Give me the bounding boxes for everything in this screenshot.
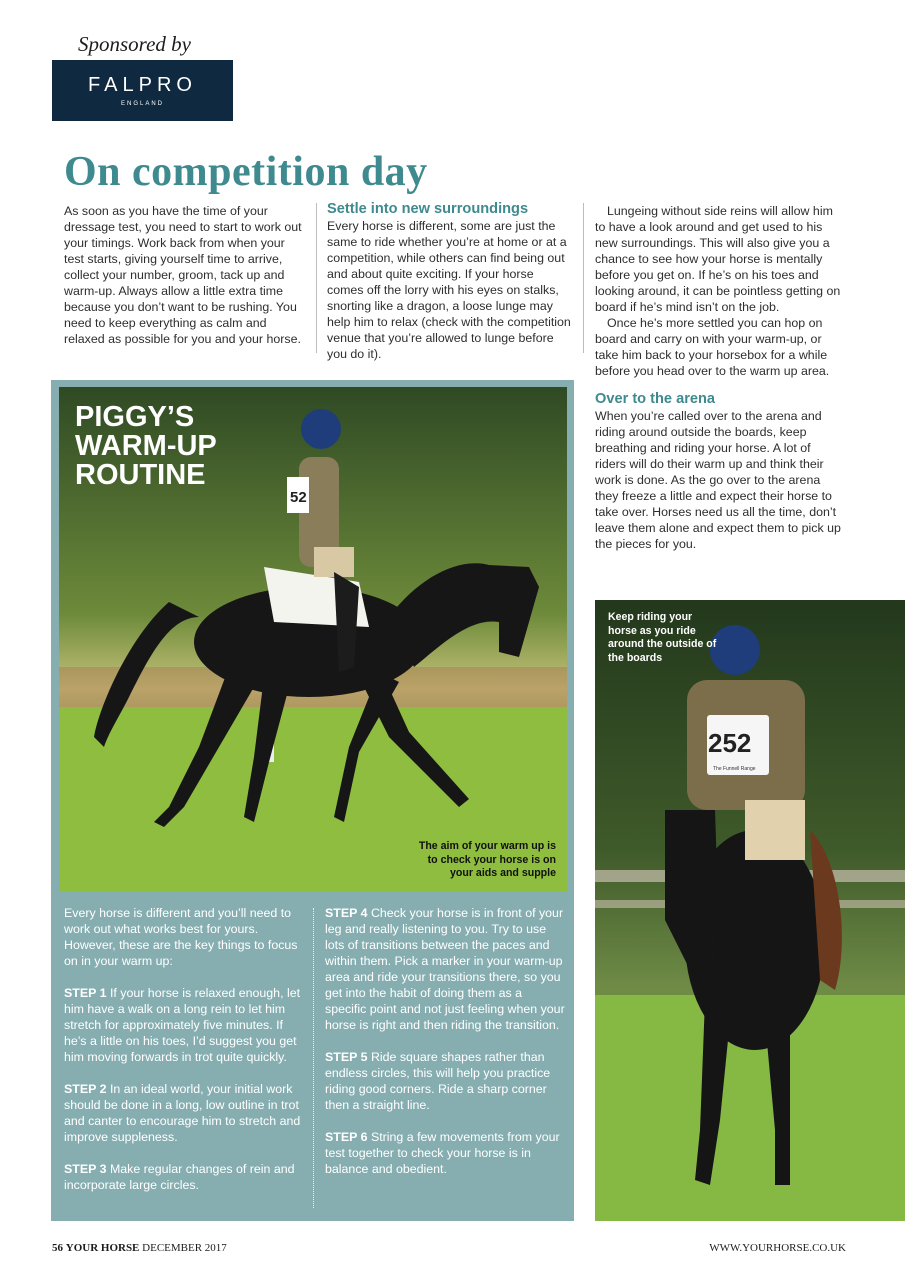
column-divider <box>316 203 317 353</box>
step-text: If your horse is relaxed enough, let him have a walk on a long rein to let him stretch for approximately five minutes. If he’s a little on his toes, I’d suggest you get him moving forwards in trot quite quickly. <box>64 986 301 1064</box>
lungeing-paragraph: Lungeing without side reins will allow him to have a look around and get used to his new surroundings. This will also give you a chance to see how your horse is mentally before you get on. If he’s on his toes and looking around, it can be pointless getting on board if he’s mind isn’t on the job. <box>595 204 841 314</box>
arena-paragraph: When you’re called over to the arena and riding around outside the boards, keep breathing and riding your horse. A lot of riders will do their warm up and think their work is done. As the go over to the arena they freeze a little and expect their horse to take over. Horses need us all the time, don’t leave them alone and expect them to pick up the pieces for you. <box>595 409 841 551</box>
step-text: In an ideal world, your initial work should be done in a long, low outline in trot and canter to encourage him to stretch and improve suppleness. <box>64 1082 301 1144</box>
arena-column <box>595 203 845 552</box>
step-item <box>325 1129 565 1177</box>
step-label: STEP 2 <box>64 1082 107 1096</box>
website-url: WWW.YOURHORSE.CO.UK <box>709 1242 846 1254</box>
section-heading: Over to the arena <box>595 391 716 407</box>
section-heading: Settle into new surroundings <box>327 201 529 217</box>
step-label: STEP 4 <box>325 906 368 920</box>
intro-column <box>64 203 304 347</box>
page-title: On competition day <box>64 149 428 195</box>
photo-caption: Keep riding your horse as you ride around the outside of the boards <box>608 611 717 664</box>
steps-divider <box>313 908 314 1208</box>
steps-intro: Every horse is different and you’ll need to work out what works best for yours. However, these are the key things to focus on in your warm up: <box>64 906 298 968</box>
step-item <box>64 1081 304 1145</box>
column-divider <box>583 203 584 353</box>
settled-paragraph: Once he’s more settled you can hop on board and carry on with your warm-up, or take him back to your horsebox for a while before you head over to the warm up area. <box>595 316 830 378</box>
step-text: Ride square shapes rather than endless circles, this will help you practice riding good corners. Ride a sharp corner then a straight line. <box>325 1050 551 1112</box>
steps-column-right <box>325 905 565 1193</box>
step-text: Make regular changes of rein and incorporate large circles. <box>64 1162 295 1192</box>
surroundings-paragraph: Every horse is different, some are just the same to ride whether you’re at home or at a competition, while others can find being out and about quite exciting. If your horse comes off the lorry with his eyes on stalks, snorting like a dragon, a loose lunge may help him to relax (check with the competition venue that you’re allowed to lunge before you do it). <box>327 219 571 361</box>
step-text: Check your horse is in front of your leg and really listening to you. Try to use lots of transitions between the paces and within them. Pick a marker in your warm-up area and ride your transitions there, so you get into the habit of doing them as a specific point and not just feeling when your horse is right and then riding the transition. <box>325 906 565 1032</box>
logo-sub: ENGLAND <box>120 101 164 107</box>
arena-photo <box>595 600 905 1221</box>
rider-bib-sponsor: The Funnell Range <box>713 766 756 772</box>
step-label: STEP 3 <box>64 1162 107 1176</box>
rider-bib-number: 252 <box>708 728 752 758</box>
step-item <box>325 1049 565 1113</box>
step-text: String a few movements from your test together to check your horse is in balance and obedient. <box>325 1130 560 1176</box>
steps-column-left <box>64 905 304 1209</box>
rider-bib-number: 52 <box>290 489 307 506</box>
sponsor-logo <box>52 60 233 121</box>
step-label: STEP 1 <box>64 986 107 1000</box>
page-footer <box>52 1242 227 1254</box>
step-item <box>64 1161 304 1193</box>
issue-date: DECEMBER 2017 <box>142 1242 227 1254</box>
sponsor-label: Sponsored by <box>78 32 191 56</box>
page-number: 56 <box>52 1242 63 1254</box>
step-item <box>64 985 304 1065</box>
step-label: STEP 6 <box>325 1130 368 1144</box>
step-label: STEP 5 <box>325 1050 368 1064</box>
logo-name: FALPRO <box>88 74 197 96</box>
magazine-name: YOUR HORSE <box>65 1242 140 1254</box>
surroundings-column <box>327 200 572 362</box>
intro-paragraph: As soon as you have the time of your dressage test, you need to start to work out your timings. Work back from when your test starts, giving yourself time to arrive, collect your number, groom, tack up and warm-up. Always allow a little extra time because you don’t want to be rushing. You need to keep everything as calm and relaxed as possible for you and your horse. <box>64 204 302 346</box>
photo-caption: The aim of your warm up is to check your horse is on your aids and supple <box>418 840 556 879</box>
panel-title: PIGGY’S WARM-UP ROUTINE <box>75 401 217 491</box>
step-item <box>325 905 565 1033</box>
